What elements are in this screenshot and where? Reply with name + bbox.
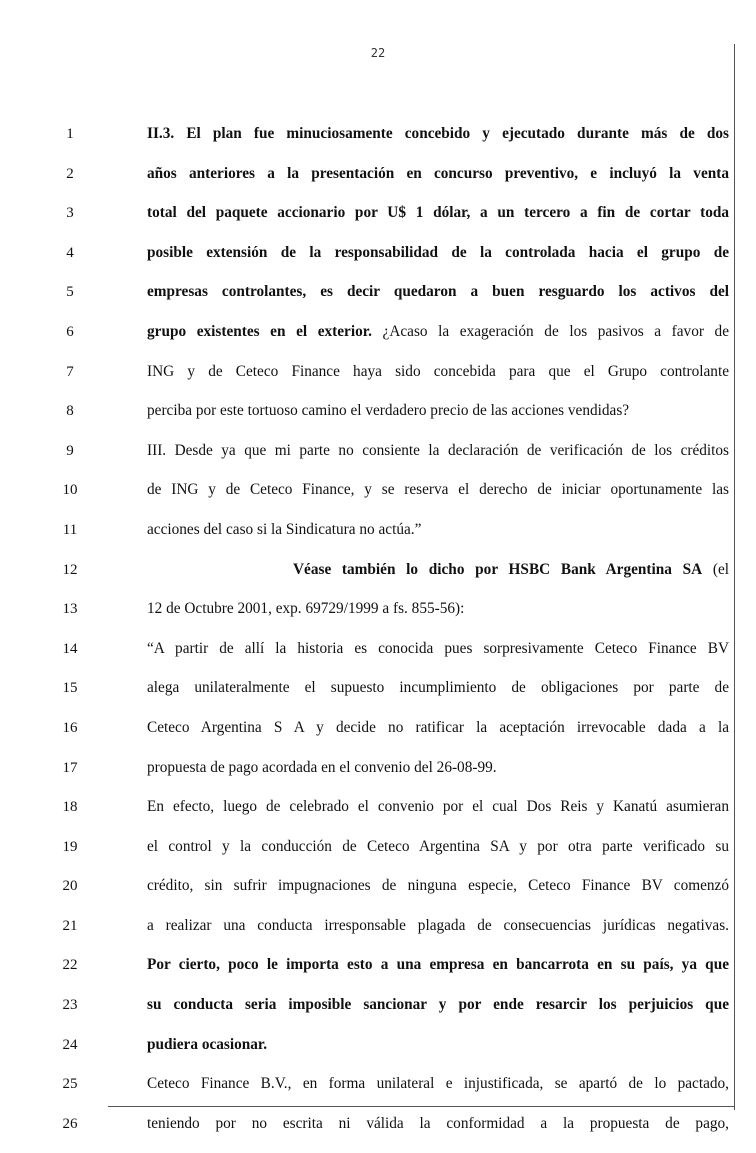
line-number: 16 bbox=[62, 719, 78, 736]
text-line bbox=[147, 520, 729, 560]
bold-text-run: su conducta seria imposible sancionar y por ende resarcir los perjuicios que bbox=[147, 996, 729, 1014]
text-line bbox=[147, 837, 729, 877]
text-run: propuesta de pago acordada en el convenio del 26-08-99. bbox=[147, 758, 497, 776]
line-number: 24 bbox=[62, 1036, 78, 1053]
bold-text-run: II.3. El plan fue minuciosamente concebido y ejecutado durante más de dos bbox=[147, 125, 729, 142]
document-body bbox=[147, 124, 729, 1153]
text-line bbox=[147, 124, 729, 164]
line-number: 11 bbox=[62, 521, 78, 538]
text-line bbox=[147, 1114, 729, 1153]
text-line bbox=[147, 955, 729, 995]
line-number: 8 bbox=[66, 403, 74, 420]
text-run: Ceteco Finance B.V., en forma unilateral e injustificada, se apartó de lo pactado, bbox=[147, 1075, 729, 1093]
text-line bbox=[147, 758, 729, 798]
text-line bbox=[147, 560, 729, 600]
text-run: ¿Acaso la exageración de los pasivos a favor de bbox=[371, 322, 729, 340]
line-number: 5 bbox=[66, 284, 74, 301]
text-line bbox=[147, 1074, 729, 1114]
line-number: 26 bbox=[62, 1115, 78, 1132]
line-number: 23 bbox=[62, 997, 78, 1014]
text-line bbox=[147, 916, 729, 956]
line-number: 19 bbox=[62, 838, 78, 855]
text-line bbox=[147, 441, 729, 481]
text-run: alega unilateralmente el supuesto incumplimiento de obligaciones por parte de bbox=[147, 679, 729, 697]
right-margin-rule bbox=[734, 44, 735, 1110]
line-number: 25 bbox=[62, 1076, 78, 1093]
line-number: 2 bbox=[66, 165, 74, 182]
line-number: 6 bbox=[66, 323, 74, 340]
text-run: 12 de Octubre 2001, exp. 69729/1999 a fs. 855-56): bbox=[147, 600, 465, 618]
line-number: 7 bbox=[66, 363, 74, 380]
line-number: 3 bbox=[66, 205, 74, 222]
text-run: “A partir de allí la historia es conocida pues sorpresivamente Ceteco Finance BV bbox=[147, 639, 729, 657]
text-run: el control y la conducción de Ceteco Argentina SA y por otra parte verificado su bbox=[147, 837, 729, 855]
text-line bbox=[147, 678, 729, 718]
text-line bbox=[147, 203, 729, 243]
line-number: 13 bbox=[62, 601, 78, 618]
text-run: ING y de Ceteco Finance haya sido concebida para que el Grupo controlante bbox=[147, 362, 729, 380]
text-line bbox=[147, 995, 729, 1035]
page-number: 22 bbox=[370, 46, 386, 60]
text-run: crédito, sin sufrir impugnaciones de ninguna especie, Ceteco Finance BV comenzó bbox=[147, 877, 729, 895]
bold-text-run: Por cierto, poco le importa esto a una empresa en bancarrota en su país, ya que bbox=[147, 956, 729, 974]
text-line bbox=[147, 599, 729, 639]
bold-text-run: posible extensión de la responsabilidad de la controlada hacia el grupo de bbox=[147, 243, 729, 261]
text-run: de ING y de Ceteco Finance, y se reserva el derecho de iniciar oportunamente las bbox=[147, 481, 729, 499]
line-number: 4 bbox=[66, 244, 74, 261]
text-line bbox=[147, 164, 729, 204]
text-line bbox=[147, 322, 729, 362]
text-run: acciones del caso si la Sindicatura no actúa.” bbox=[147, 520, 422, 538]
text-run: III. Desde ya que mi parte no consiente la declaración de verificación de los créditos bbox=[147, 441, 729, 459]
line-number: 14 bbox=[62, 640, 78, 657]
text-run: En efecto, luego de celebrado el convenio por el cual Dos Reis y Kanatú asumieran bbox=[147, 798, 729, 816]
line-number: 21 bbox=[62, 917, 78, 934]
text-line bbox=[147, 480, 729, 520]
text-line bbox=[147, 639, 729, 679]
text-run: (el bbox=[702, 560, 729, 578]
text-line bbox=[147, 1035, 729, 1075]
text-run: perciba por este tortuoso camino el verdadero precio de las acciones vendidas? bbox=[147, 402, 630, 420]
text-run: teniendo por no escrita ni válida la conformidad a la propuesta de pago, bbox=[147, 1114, 729, 1132]
text-run: a realizar una conducta irresponsable plagada de consecuencias jurídicas negativas. bbox=[147, 916, 729, 934]
text-line bbox=[147, 401, 729, 441]
line-number: 20 bbox=[62, 878, 78, 895]
bold-text-run: pudiera ocasionar. bbox=[147, 1035, 268, 1053]
line-number: 18 bbox=[62, 799, 78, 816]
line-number: 22 bbox=[62, 957, 78, 974]
text-run: Ceteco Argentina S A y decide no ratificar la aceptación irrevocable dada a la bbox=[147, 718, 729, 736]
text-line bbox=[147, 876, 729, 916]
bold-text-run: total del paquete accionario por U$ 1 dólar, a un tercero a fin de cortar toda bbox=[147, 204, 729, 222]
line-number-column bbox=[50, 124, 90, 1153]
bold-text-run: años anteriores a la presentación en concurso preventivo, e incluyó la venta bbox=[147, 164, 729, 182]
text-line bbox=[147, 243, 729, 283]
line-number: 1 bbox=[66, 126, 74, 142]
bold-text-run: grupo existentes en el exterior. bbox=[147, 322, 372, 340]
text-line bbox=[147, 282, 729, 322]
bold-text-run: empresas controlantes, es decir quedaron a buen resguardo los activos del bbox=[147, 283, 729, 301]
line-number: 10 bbox=[62, 482, 78, 499]
line-number: 17 bbox=[62, 759, 78, 776]
bold-text-run: Véase también lo dicho por HSBC Bank Argentina SA bbox=[293, 560, 703, 578]
line-number: 15 bbox=[62, 680, 78, 697]
line-number: 9 bbox=[66, 442, 74, 459]
text-line bbox=[147, 718, 729, 758]
line-number: 12 bbox=[62, 561, 78, 578]
text-line bbox=[147, 797, 729, 837]
text-line bbox=[147, 362, 729, 402]
